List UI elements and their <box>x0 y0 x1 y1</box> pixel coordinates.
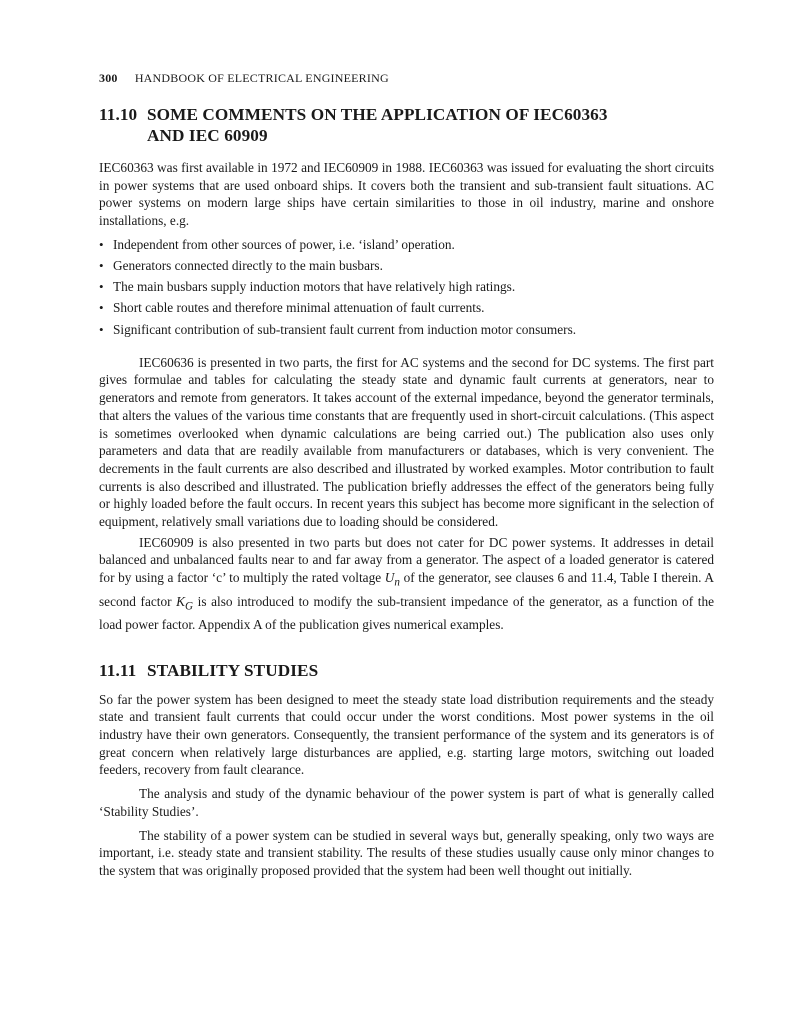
page-body <box>99 104 714 880</box>
bullet-icon: • <box>99 258 104 273</box>
bullet-icon: • <box>99 279 104 295</box>
bullet-list <box>99 236 714 338</box>
list-item: • Significant contribution of sub-transient fault current from induction motor consumers. <box>99 321 577 337</box>
list-item: • Generators connected directly to the main busbars. <box>99 258 383 273</box>
section-number: 11.11 <box>99 660 137 680</box>
bullet-icon: • <box>99 321 104 337</box>
section-title-line2: AND IEC 60909 <box>147 126 268 145</box>
body-paragraph: The stability of a power system can be studied in several ways but, generally speaking, only two ways are important, i.e. steady state and transient stability. The results of these studies usually cause only minor changes to the system that was originally proposed provided that the system had been well thought out initially. <box>99 827 714 878</box>
bullet-icon: • <box>99 300 104 316</box>
bullet-icon: • <box>99 236 104 252</box>
body-paragraph: IEC60909 is also presented in two parts but does not cater for DC power systems. It addresses in detail balanced and unbalanced faults near to and far away from a generator. The aspect of a loaded generator is catered for by using a factor ‘c’ to multiply the rated voltage $U_n$ of the generator, see clauses 6 and 11.4, Table I therein. A second factor $K_G$ is also introduced to modify the sub-transient impedance of the generator, as a function of the load power factor. Appendix A of the publication gives numerical examples. <box>99 534 714 632</box>
body-paragraph: IEC60636 is presented in two parts, the first for AC systems and the second for DC systems. The first part gives formulae and tables for calculating the steady state and dynamic fault currents at generators, near to generators and remote from generators. It takes account of the external impedance, beyond the generator terminals, that alters the values of the various time constants that are frequently used in short-circuit calculations. (This aspect is sometimes overlooked when dynamic calculations are being carried out.) The publication also uses only parameters and data that are readily available from manufacturers or databases, which is very convenient. The decrements in the fault currents are also described and illustrated by worked examples. Motor contribution to fault currents is also described and illustrated. The publication briefly addresses the effect of the generators being fully or highly loaded before the fault occurs. In recent years this subject has become more significant in the selection of equipment, relatively small variations due to loading should be considered. <box>99 354 714 530</box>
running-header <box>99 71 389 86</box>
running-title: HANDBOOK OF ELECTRICAL ENGINEERING <box>134 71 389 85</box>
body-paragraph: So far the power system has been designed to meet the steady state load distribution requirements and the steady state and transient fault currents that could occur under the worst conditions. Most power systems in the oil industry have their own generators. Consequently, the transient performance of the system and its generators is of great concern when relatively large disturbances are applied, e.g. starting large motors, switching out loaded feeders, recovery from fault clearance. <box>99 691 714 778</box>
list-item: • Short cable routes and therefore minimal attenuation of fault currents. <box>99 300 485 316</box>
body-paragraph: The analysis and study of the dynamic behaviour of the power system is part of what is generally called ‘Stability Studies’. <box>99 786 714 819</box>
section-heading-11-11 <box>99 660 714 681</box>
page-number: 300 <box>99 71 118 85</box>
list-item: • The main busbars supply induction motors that have relatively high ratings. <box>99 279 516 295</box>
section-heading-11-10 <box>99 104 714 146</box>
section-number: 11.10 <box>99 105 138 124</box>
section-title: STABILITY STUDIES <box>147 660 319 680</box>
intro-paragraph: IEC60363 was first available in 1972 and IEC60909 in 1988. IEC60363 was issued for evaluating the short circuits in power systems that are used onboard ships. It covers both the transient and sub-transient fault situations. AC power systems on modern large ships have certain similarities to those in oil industry, marine and onshore installations, e.g. <box>99 160 714 229</box>
section-title-line1: SOME COMMENTS ON THE APPLICATION OF IEC60363 <box>147 105 608 124</box>
list-item: • Independent from other sources of power, i.e. ‘island’ operation. <box>99 236 455 252</box>
